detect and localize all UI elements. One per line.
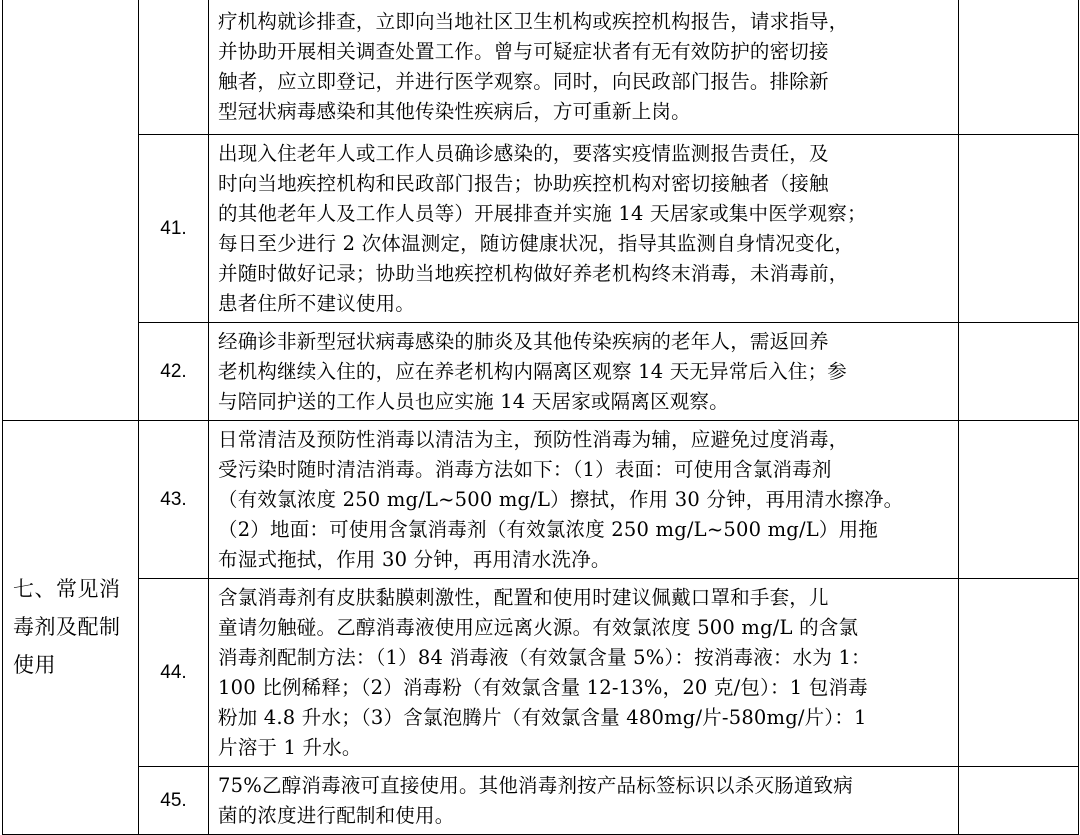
row-number: 45.: [139, 767, 209, 835]
row-content: [209, 421, 959, 579]
category-label-line: 使用: [13, 653, 56, 677]
category-label-line: 七、常见消: [13, 577, 121, 601]
content-line: 粉加 4.8 升水；（3）含氯泡腾片（有效氯含量 480mg/片-580mg/片）：1: [218, 706, 867, 729]
table-row: [3, 135, 1079, 323]
content-line: 经确诊非新型冠状病毒感染的肺炎及其他传染疾病的老年人，需返回养: [218, 330, 829, 353]
content-line: 含氯消毒剂有皮肤黏膜刺激性，配置和使用时建议佩戴口罩和手套，儿: [218, 586, 829, 609]
content-line: 出现入住老年人或工作人员确诊感染的，要落实疫情监测报告责任，及: [218, 142, 829, 165]
content-line: 疗机构就诊排查，立即向当地社区卫生机构或疾控机构报告，请求指导，: [218, 10, 849, 33]
row-number: 42.: [139, 323, 209, 421]
content-line: 并随时做好记录；协助当地疾控机构做好养老机构终末消毒，未消毒前，: [218, 262, 849, 285]
content-line: （2）地面：可使用含氯消毒剂（有效氯浓度 250 mg/L~500 mg/L）用拖: [218, 518, 878, 541]
content-line: 患者住所不建议使用。: [218, 292, 416, 315]
content-line: 日常清洁及预防性消毒以清洁为主，预防性消毒为辅，应避免过度消毒，: [218, 428, 849, 451]
content-line: 触者，应立即登记，并进行医学观察。同时，向民政部门报告。排除新: [218, 70, 829, 93]
extra-cell: [959, 767, 1079, 835]
row-number: 43.: [139, 421, 209, 579]
content-line: 100 比例稀释；（2）消毒粉（有效氯含量 12-13%，20 克/包）：1 包消毒: [218, 676, 868, 699]
extra-cell: [959, 323, 1079, 421]
category-label-line: 毒剂及配制: [13, 615, 121, 639]
extra-cell: [959, 421, 1079, 579]
content-line: 每日至少进行 2 次体温测定，随访健康状况，指导其监测自身情况变化，: [218, 232, 855, 255]
extra-cell: [959, 0, 1079, 135]
content-line: 菌的浓度进行配制和使用。: [218, 804, 455, 827]
row-content: [209, 135, 959, 323]
category-cell-empty: [3, 0, 139, 421]
table-row: [3, 421, 1079, 579]
table-row: [3, 767, 1079, 835]
content-line: 75%乙醇消毒液可直接使用。其他消毒剂按产品标签标识以杀灭肠道致病: [218, 774, 853, 797]
row-content: [209, 0, 959, 135]
category-cell: [3, 421, 139, 835]
table-row: [3, 323, 1079, 421]
table-row: [3, 579, 1079, 767]
table-row: [3, 0, 1079, 135]
extra-cell: [959, 579, 1079, 767]
content-line: 时向当地疾控机构和民政部门报告；协助疾控机构对密切接触者（接触: [218, 172, 829, 195]
content-line: 童请勿触碰。乙醇消毒液使用应远离火源。有效氯浓度 500 mg/L 的含氯: [218, 616, 859, 639]
extra-cell: [959, 135, 1079, 323]
content-line: 并协助开展相关调查处置工作。曾与可疑症状者有无有效防护的密切接: [218, 40, 829, 63]
content-line: 受污染时随时清洁消毒。消毒方法如下：（1）表面：可使用含氯消毒剂: [218, 458, 832, 481]
content-line: 消毒剂配制方法：（1）84 消毒液（有效氯含量 5%）：按消毒液：水为 1：: [218, 646, 871, 669]
row-number: [139, 0, 209, 135]
document-table: [2, 0, 1079, 835]
row-content: [209, 767, 959, 835]
content-line: （有效氯浓度 250 mg/L~500 mg/L）擦拭，作用 30 分钟，再用清水擦净。: [218, 488, 904, 511]
content-line: 布湿式拖拭，作用 30 分钟，再用清水洗净。: [218, 548, 611, 571]
row-number: 44.: [139, 579, 209, 767]
content-line: 与陪同护送的工作人员也应实施 14 天居家或隔离区观察。: [218, 390, 729, 413]
content-line: 片溶于 1 升水。: [218, 736, 362, 759]
content-line: 老机构继续入住的，应在养老机构内隔离区观察 14 天无异常后入住；参: [218, 360, 848, 383]
row-number: 41.: [139, 135, 209, 323]
row-content: [209, 579, 959, 767]
content-line: 型冠状病毒感染和其他传染性疾病后，方可重新上岗。: [218, 100, 691, 123]
content-line: 的其他老年人及工作人员等）开展排查并实施 14 天居家或集中医学观察；: [218, 202, 867, 225]
row-content: [209, 323, 959, 421]
